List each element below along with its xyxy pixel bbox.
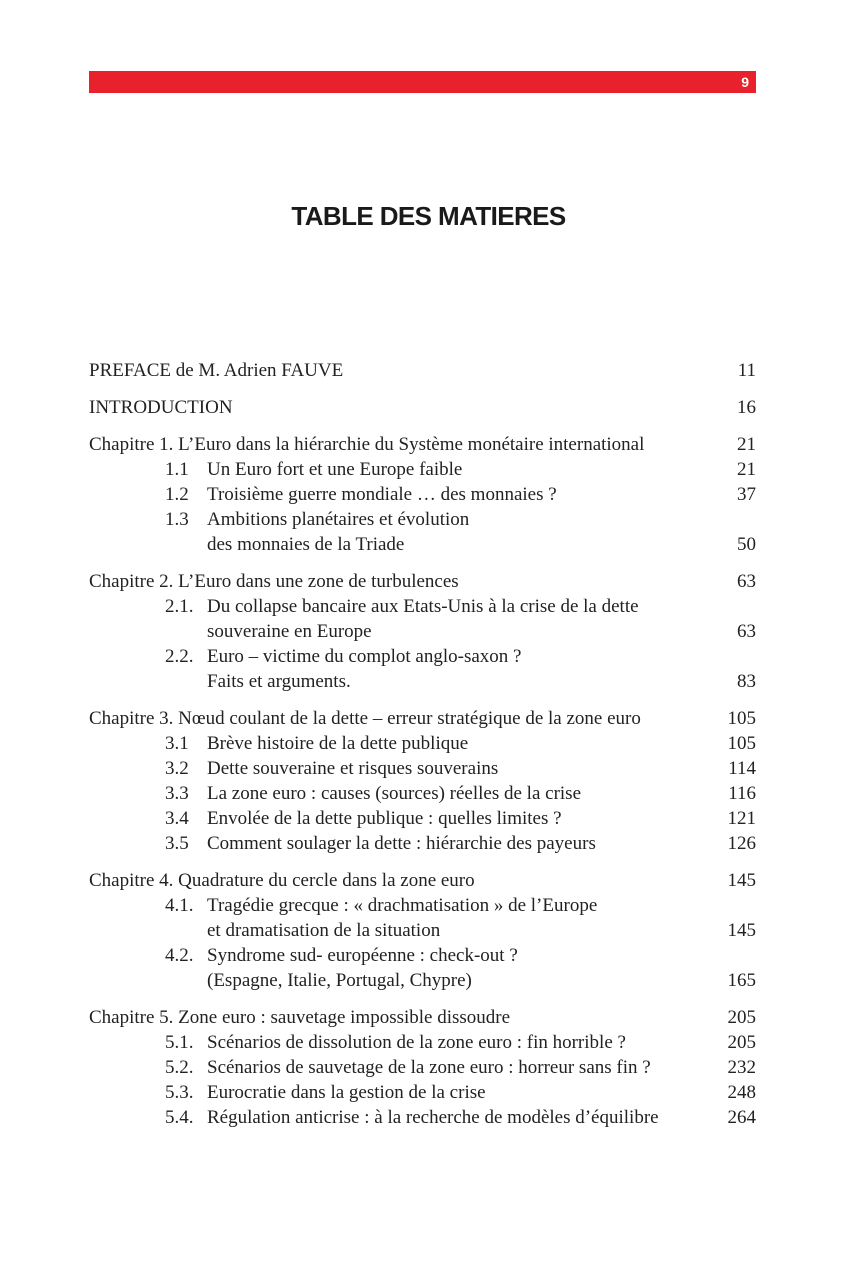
toc-entry	[89, 395, 756, 420]
toc-section	[89, 1105, 756, 1130]
section-title-line: Faits et arguments.	[207, 671, 351, 692]
section-page: 63	[737, 621, 756, 642]
section-number: 2.1.	[165, 596, 194, 617]
section-page: 248	[727, 1082, 756, 1103]
section-number: 3.1	[165, 733, 189, 754]
chapter-title: Chapitre 1. L’Euro dans la hiérarchie du Système monétaire international	[89, 434, 645, 455]
section-number: 5.3.	[165, 1082, 194, 1103]
section-number: 5.1.	[165, 1032, 194, 1053]
section-title-line: Brève histoire de la dette publique	[207, 733, 469, 754]
toc-chapter	[89, 432, 756, 557]
section-title-line: souveraine en Europe	[207, 621, 372, 642]
section-number: 3.2	[165, 758, 189, 779]
section-page: 205	[727, 1032, 756, 1053]
section-page: 114	[728, 758, 756, 779]
chapter-title: Chapitre 4. Quadrature du cercle dans la zone euro	[89, 870, 475, 891]
section-number: 1.3	[165, 509, 189, 530]
section-number: 3.5	[165, 833, 189, 854]
chapter-title: Chapitre 2. L’Euro dans une zone de turbulences	[89, 571, 459, 592]
section-title-line: Troisième guerre mondiale … des monnaies ?	[207, 484, 557, 505]
section-page: 116	[728, 783, 756, 804]
section-number: 3.4	[165, 808, 189, 829]
toc-section	[89, 893, 756, 943]
page-number: 9	[741, 74, 749, 90]
toc-section	[89, 831, 756, 856]
chapter-page: 105	[727, 708, 756, 729]
chapter-page: 145	[727, 870, 756, 891]
section-page: 50	[737, 534, 756, 555]
toc-chapter-heading	[89, 868, 756, 893]
section-page: 105	[727, 733, 756, 754]
section-title-line: Du collapse bancaire aux Etats-Unis à la crise de la dette	[207, 596, 639, 617]
section-title-line: Tragédie grecque : « drachmatisation » de l’Europe	[207, 895, 598, 916]
toc-section	[89, 1030, 756, 1055]
toc-section	[89, 1080, 756, 1105]
section-title-line: (Espagne, Italie, Portugal, Chypre)	[207, 970, 472, 991]
section-title-line: Euro – victime du complot anglo-saxon ?	[207, 646, 522, 667]
section-title-line: Syndrome sud- européenne : check-out ?	[207, 945, 518, 966]
section-number: 1.2	[165, 484, 189, 505]
section-number: 1.1	[165, 459, 189, 480]
chapter-title: Chapitre 5. Zone euro : sauvetage impossible dissoudre	[89, 1007, 511, 1028]
section-title-line: des monnaies de la Triade	[207, 534, 405, 555]
section-title-line: et dramatisation de la situation	[207, 920, 441, 941]
toc-section	[89, 594, 756, 644]
toc-section	[89, 756, 756, 781]
toc-section	[89, 644, 756, 694]
section-page: 145	[727, 920, 756, 941]
section-number: 4.1.	[165, 895, 194, 916]
section-number: 3.3	[165, 783, 189, 804]
section-title-line: La zone euro : causes (sources) réelles de la crise	[207, 783, 582, 804]
table-of-contents	[89, 358, 756, 1142]
toc-entry-page: 11	[737, 360, 756, 381]
toc-chapter-heading	[89, 432, 756, 457]
section-page: 264	[727, 1107, 756, 1128]
section-number: 5.2.	[165, 1057, 194, 1078]
toc-chapter	[89, 868, 756, 993]
header-bar	[89, 71, 756, 93]
section-page: 121	[727, 808, 756, 829]
section-page: 21	[737, 459, 756, 480]
toc-section	[89, 482, 756, 507]
chapter-page: 63	[737, 571, 756, 592]
toc-section	[89, 457, 756, 482]
section-number: 4.2.	[165, 945, 194, 966]
section-title-line: Scénarios de dissolution de la zone euro : fin horrible ?	[207, 1032, 626, 1053]
section-title-line: Envolée de la dette publique : quelles limites ?	[207, 808, 562, 829]
toc-chapter-heading	[89, 706, 756, 731]
section-page: 126	[727, 833, 756, 854]
toc-entry-label: INTRODUCTION	[89, 397, 233, 418]
toc-chapter-heading	[89, 1005, 756, 1030]
section-page: 165	[727, 970, 756, 991]
section-title-line: Régulation anticrise : à la recherche de modèles d’équilibre	[207, 1107, 659, 1128]
page-title: TABLE DES MATIERES	[291, 201, 566, 231]
toc-chapter	[89, 1005, 756, 1130]
section-title-line: Dette souveraine et risques souverains	[207, 758, 499, 779]
section-title-line: Comment soulager la dette : hiérarchie des payeurs	[207, 833, 596, 854]
section-number: 2.2.	[165, 646, 194, 667]
section-title-line: Un Euro fort et une Europe faible	[207, 459, 463, 480]
section-page: 37	[737, 484, 756, 505]
toc-entry-page: 16	[737, 397, 756, 418]
toc-entry-label: PREFACE de M. Adrien FAUVE	[89, 360, 344, 381]
section-title-line: Ambitions planétaires et évolution	[207, 509, 470, 530]
toc-section	[89, 507, 756, 557]
toc-chapter	[89, 569, 756, 694]
toc-section	[89, 943, 756, 993]
section-page: 83	[737, 671, 756, 692]
toc-chapter	[89, 706, 756, 856]
section-number: 5.4.	[165, 1107, 194, 1128]
chapter-page: 205	[727, 1007, 756, 1028]
toc-section	[89, 781, 756, 806]
toc-chapter-heading	[89, 569, 756, 594]
toc-section	[89, 1055, 756, 1080]
toc-entry	[89, 358, 756, 383]
section-page: 232	[727, 1057, 756, 1078]
toc-section	[89, 731, 756, 756]
toc-section	[89, 806, 756, 831]
section-title-line: Eurocratie dans la gestion de la crise	[207, 1082, 486, 1103]
chapter-title: Chapitre 3. Nœud coulant de la dette – erreur stratégique de la zone euro	[89, 708, 641, 729]
section-title-line: Scénarios de sauvetage de la zone euro : horreur sans fin ?	[207, 1057, 651, 1078]
chapter-page: 21	[737, 434, 756, 455]
